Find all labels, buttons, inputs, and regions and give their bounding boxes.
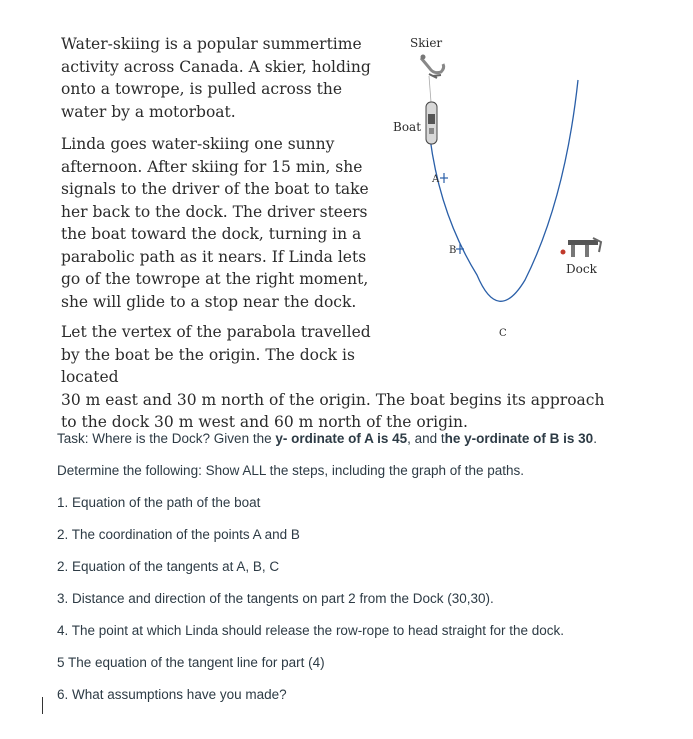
question-item: 6. What assumptions have you made? [57, 687, 287, 702]
point-a-marker [440, 173, 448, 183]
dock-icon [561, 238, 602, 257]
intro-paragraph-3-part-a: Let the vertex of the parabola travelled by the boat be the origin. The dock is located [61, 323, 371, 386]
label-dock: Dock [566, 262, 597, 276]
question-item: 2. The coordination of the points A and B [57, 527, 300, 542]
task-line [57, 430, 597, 448]
point-b-marker [456, 244, 464, 254]
task-text-end: . [593, 431, 597, 446]
intro-paragraph-1: Water-skiing is a popular summertime activity across Canada. A skier, holding onto a towrope, is pulled across the water by a motorboat. [61, 35, 371, 121]
task-text-pre: Task: Where is the Dock? Given the [57, 431, 276, 446]
intro-paragraph-2: Linda goes water-skiing one sunny afternoon. After skiing for 15 min, she signals to the driver of the boat to take her back to the dock. The driver steers the boat toward the dock, turning in a parabolic path as it nears. If Linda lets go of the towrope at the right moment, she will glide to a stop near the dock. [61, 135, 369, 311]
label-point-a: A [432, 174, 440, 185]
question-item: 2. Equation of the tangents at A, B, C [57, 559, 280, 574]
label-point-b: B [449, 245, 457, 256]
towrope [429, 76, 431, 102]
task-text-mid: , and t [407, 431, 445, 446]
label-point-c: C [499, 328, 507, 339]
question-item: 3. Distance and direction of the tangents on part 2 from the Dock (30,30). [57, 591, 494, 606]
intro-paragraph-3-part-b: 30 m east and 30 m north of the origin. The boat begins its approach to the dock 30 m west and 60 m north of the origin. [61, 390, 605, 431]
question-item: 5 The equation of the tangent line for part (4) [57, 655, 325, 670]
label-boat: Boat [393, 120, 422, 134]
question-item: 4. The point at which Linda should release the row-rope to head straight for the dock. [57, 623, 565, 638]
question-item: 1. Equation of the path of the boat [57, 495, 261, 510]
text-cursor [42, 697, 43, 714]
boat-path-parabola [430, 80, 578, 301]
task-text-bold-a: y- ordinate of A is 45 [275, 431, 408, 446]
task-instructions: Determine the following: Show ALL the steps, including the graph of the paths. [57, 463, 525, 478]
water-skiing-diagram [385, 30, 645, 339]
intro-paragraph-3 [61, 321, 621, 434]
label-skier: Skier [410, 36, 443, 50]
boat-icon [426, 102, 437, 144]
task-text-bold-b: he y-ordinate of B is 30 [444, 431, 594, 446]
skier-icon [421, 55, 444, 79]
